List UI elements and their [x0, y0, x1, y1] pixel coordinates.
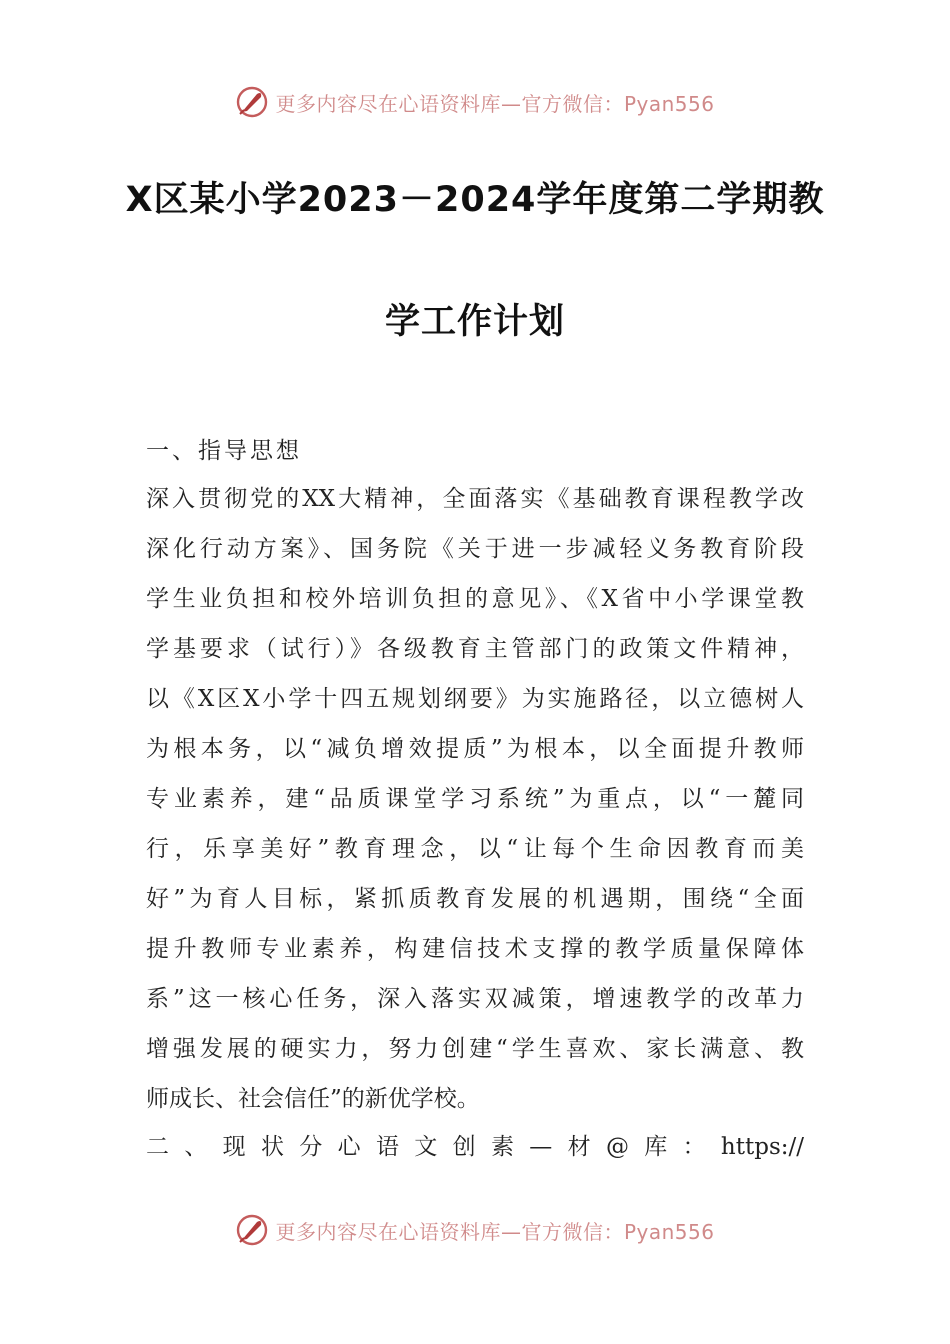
paragraph-line: 学基要求（试行）》各级教育主管部门的政策文件精神，: [146, 636, 804, 662]
paragraph-line: 学生业负担和校外培训负担的意见》、《X省中小学课堂教: [146, 586, 804, 612]
watermark-text: 更多内容尽在心语资料库—官方微信：Pyan556: [275, 91, 715, 116]
paragraph-line: 专业素养，建“品质课堂学习系统”为重点，以“一麓同: [146, 786, 804, 812]
paragraph-line: 系”这一核心任务，深入落实双减策，增速教学的改革力: [146, 986, 804, 1012]
paragraph-line: 深入贯彻党的XX大精神，全面落实《基础教育课程教学改: [146, 486, 804, 512]
quill-pen-circle-icon: [235, 1213, 269, 1247]
section-heading-guiding-ideology: 一、指导思想: [146, 438, 302, 464]
paragraph-line: 为根本务，以“减负增效提质”为根本，以全面提升教师: [146, 736, 804, 762]
watermark-banner-top: [0, 82, 950, 122]
watermark-text: 更多内容尽在心语资料库—官方微信：Pyan556: [275, 1219, 715, 1244]
paragraph-line: 深化行动方案》、国务院《关于进一步减轻义务教育阶段: [146, 536, 804, 562]
paragraph-line: 以《X区X小学十四五规划纲要》为实施路径，以立德树人: [146, 686, 804, 712]
paragraph-line: 行，乐享美好”教育理念，以“让每个生命因教育而美: [146, 836, 804, 862]
document-title-line-2: 学工作计划: [384, 302, 565, 342]
quill-pen-circle-icon: [235, 85, 269, 119]
paragraph-line: 增强发展的硬实力，努力创建“学生喜欢、家长满意、教: [146, 1036, 804, 1062]
paragraph-line: 好”为育人目标，紧抓质教育发展的机遇期，围绕“全面: [146, 886, 804, 912]
document-title-line-1: X区某小学2023－2024学年度第二学期教: [125, 180, 825, 220]
watermark-banner-bottom: [0, 1210, 950, 1250]
paragraph-line: 师成长、社会信任”的新优学校。: [146, 1086, 480, 1112]
paragraph-line: 提升教师专业素养，构建信技术支撑的教学质量保障体: [146, 936, 804, 962]
section-heading-current-status: 二、现状分心语文创素—材@库：https://: [146, 1134, 804, 1160]
